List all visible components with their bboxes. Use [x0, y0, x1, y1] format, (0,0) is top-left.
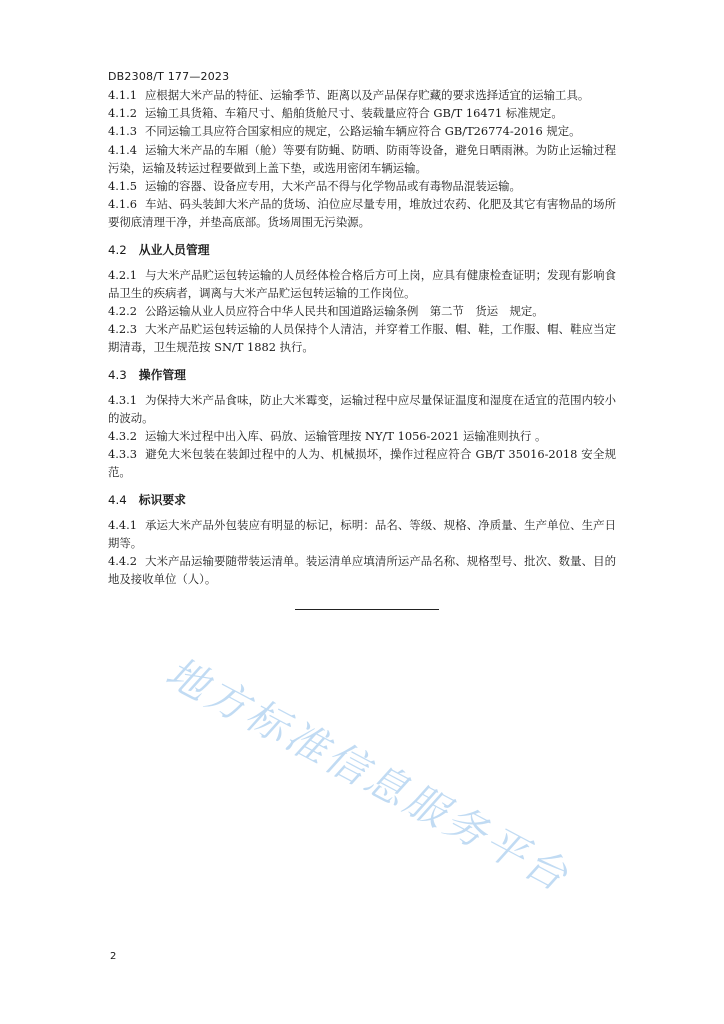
clause-number: 4.2.2	[108, 304, 137, 319]
section-number: 4.2	[108, 242, 127, 257]
clause-text: 不同运输工具应符合国家相应的规定，公路运输车辆应符合 GB/T26774-2016 规定。	[144, 124, 581, 139]
section-number: 4.4	[108, 492, 127, 507]
clause-4-4-2	[108, 552, 616, 588]
end-of-text-line	[295, 609, 439, 610]
section-heading-4-3	[108, 366, 616, 384]
section-heading-4-4	[108, 491, 616, 509]
clause-4-1-1	[108, 86, 616, 104]
clause-4-1-6	[108, 195, 616, 231]
clause-number: 4.2.1	[108, 267, 137, 282]
clause-number: 4.1.3	[108, 124, 137, 139]
section-number: 4.3	[108, 367, 127, 382]
page-number: 2	[110, 951, 117, 962]
document-body	[108, 86, 616, 588]
clause-text: 大米产品贮运包转运输的人员保持个人清洁，并穿着工作服、帽、鞋，工作服、帽、鞋应当定期清毒，卫生规范按 SN/T 1882 执行。	[108, 322, 616, 355]
clause-text: 大米产品运输要随带装运清单。装运清单应填清所运产品名称、规格型号、批次、数量、目的地及接收单位（人）。	[108, 554, 616, 587]
clause-number: 4.1.5	[108, 179, 137, 194]
clause-text: 运输大米过程中出入库、码放、运输管理按 NY/T 1056-2021 运输准则执行 。	[144, 429, 547, 444]
clause-4-2-3	[108, 320, 616, 356]
clause-number: 4.3.1	[108, 392, 137, 407]
clause-number: 4.2.3	[108, 322, 137, 337]
clause-text: 公路运输从业人员应符合中华人民共和国道路运输条例 第二节 货运 规定。	[144, 304, 544, 319]
clause-4-3-3	[108, 445, 616, 481]
clause-number: 4.1.1	[108, 88, 137, 102]
clause-4-4-1	[108, 516, 616, 552]
clause-number: 4.1.2	[108, 106, 137, 121]
clause-number: 4.3.2	[108, 429, 137, 444]
clause-text: 为保持大米产品食味，防止大米霉变，运输过程中应尽量保证温度和湿度在适宜的范围内较小的波动。	[108, 392, 616, 425]
document-number: DB2308/T 177—2023	[108, 70, 230, 83]
clause-4-1-3	[108, 122, 616, 140]
clause-4-2-1	[108, 266, 616, 302]
clause-text: 运输的容器、设备应专用，大米产品不得与化学物品或有毒物品混装运输。	[144, 179, 521, 194]
clause-text: 承运大米产品外包装应有明显的标记，标明：品名、等级、规格、净质量、生产单位、生产日期等。	[108, 517, 616, 550]
clause-text: 与大米产品贮运包转运输的人员经体检合格后方可上岗，应具有健康检查证明；发现有影响食品卫生的疾病者，调离与大米产品贮运包转运输的工作岗位。	[108, 267, 616, 300]
clause-number: 4.1.6	[108, 197, 137, 212]
watermark: 地方标准信息服务平台	[158, 647, 579, 902]
clause-text: 运输工具货箱、车箱尺寸、船舶货舱尺寸、装载量应符合 GB/T 16471 标准规定。	[144, 106, 563, 121]
clause-text: 应根据大米产品的特征、运输季节、距离以及产品保存贮藏的要求选择适宜的运输工具。	[144, 88, 590, 102]
clause-number: 4.1.4	[108, 142, 137, 157]
clause-number: 4.4.2	[108, 554, 137, 569]
clause-text: 避免大米包装在装卸过程中的人为、机械损坏，操作过程应符合 GB/T 35016-2018 安全规范。	[108, 447, 616, 480]
clause-number: 4.3.3	[108, 447, 137, 462]
clause-4-1-4	[108, 141, 616, 177]
clause-4-1-2	[108, 104, 616, 122]
section-title: 从业人员管理	[138, 242, 210, 257]
clause-number: 4.4.1	[108, 517, 137, 532]
clause-4-3-2	[108, 427, 616, 445]
clause-4-3-1	[108, 391, 616, 427]
clause-text: 车站、码头装卸大米产品的货场、泊位应尽量专用，堆放过农药、化肥及其它有害物品的场所要彻底清理干净，并垫高底部。货场周围无污染源。	[108, 197, 616, 230]
section-heading-4-2	[108, 241, 616, 259]
section-title: 操作管理	[138, 367, 186, 382]
clause-4-1-5	[108, 177, 616, 195]
clause-text: 运输大米产品的车厢（舱）等要有防蝇、防晒、防雨等设备，避免日晒雨淋。为防止运输过程污染，运输及转运过程要做到上盖下垫，或选用密闭车辆运输。	[108, 142, 616, 175]
clause-4-2-2	[108, 302, 616, 320]
section-title: 标识要求	[138, 492, 186, 507]
